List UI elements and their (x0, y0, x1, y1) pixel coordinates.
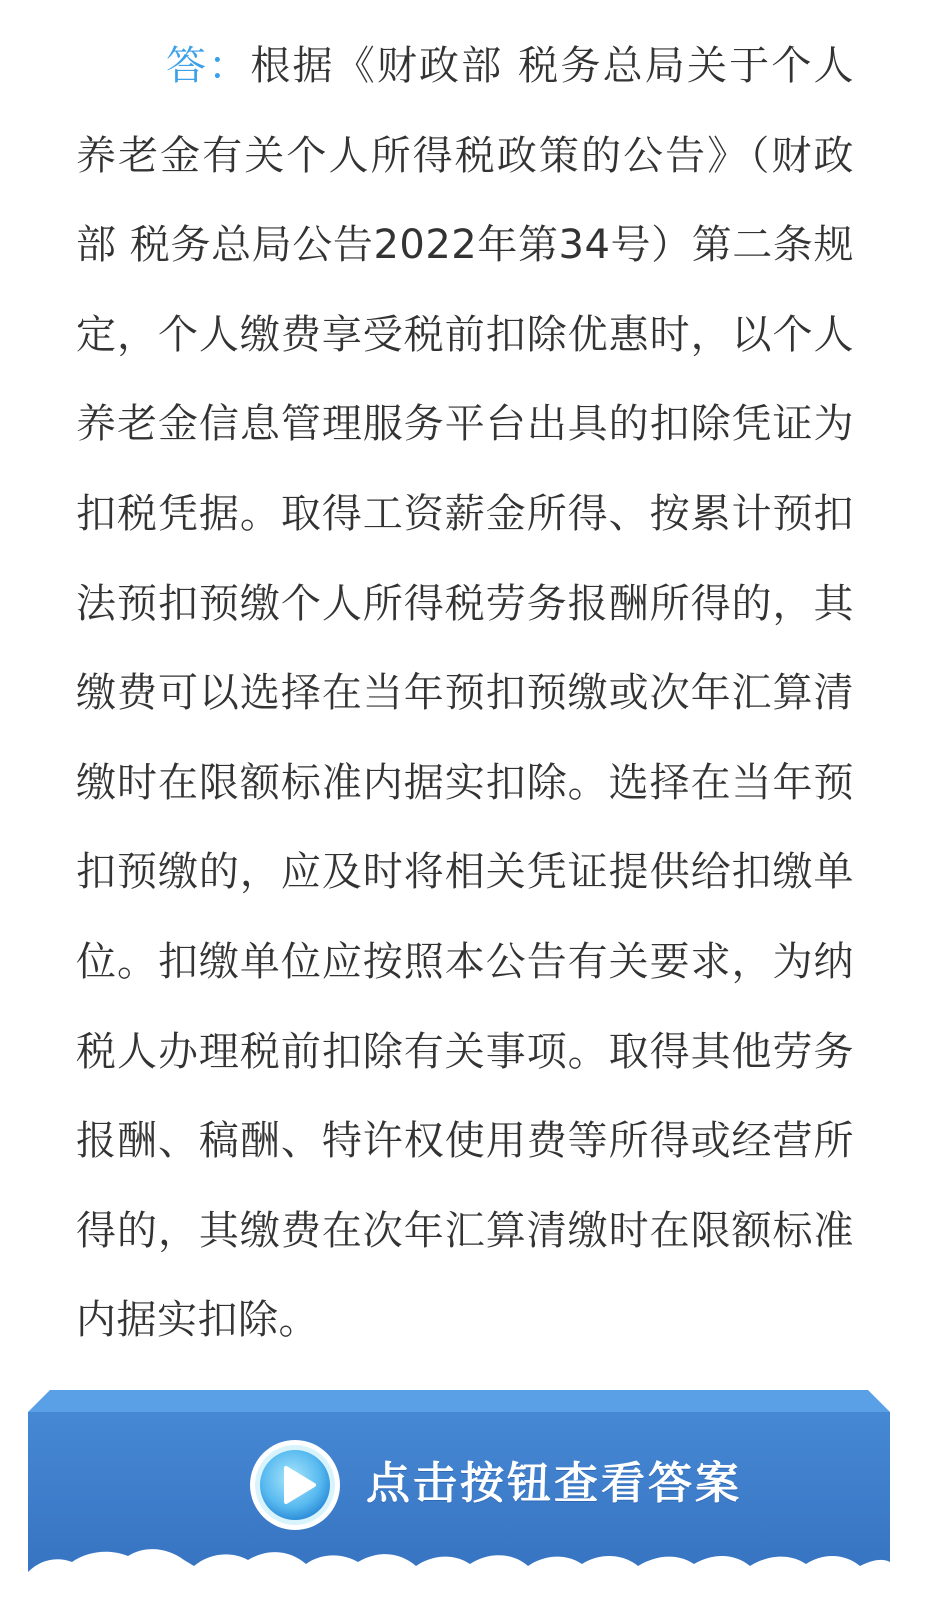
answer-text: 根据《财政部 税务总局关于个人养老金有关个人所得税政策的公告》（财政部 税务总局公告2022年第34号）第二条规定，个人缴费享受税前扣除优惠时，以个人养老金信息管理服务平台出具的扣除凭证为扣税凭据。取得工资薪金所得、按累计预扣法预扣预缴个人所得税劳务报酬所得的，其缴费可以选择在当年预扣预缴或次年汇算清缴时在限额标准内据实扣除。选择在当年预扣预缴的，应及时将相关凭证提供给扣缴单位。扣缴单位应按照本公告有关要求，为纳税人办理税前扣除有关事项。取得其他劳务报酬、稿酬、特许权使用费等所得或经营所得的，其缴费在次年汇算清缴时在限额标准内据实扣除。 (76, 43, 855, 1344)
view-answer-banner[interactable] (28, 1390, 890, 1609)
view-answer-button-label[interactable]: 点击按钮查看答案 (366, 1458, 742, 1509)
answer-paragraph (76, 22, 854, 1366)
answer-label: 答： (166, 43, 251, 89)
play-button[interactable] (248, 1438, 342, 1532)
play-icon (248, 1438, 342, 1532)
